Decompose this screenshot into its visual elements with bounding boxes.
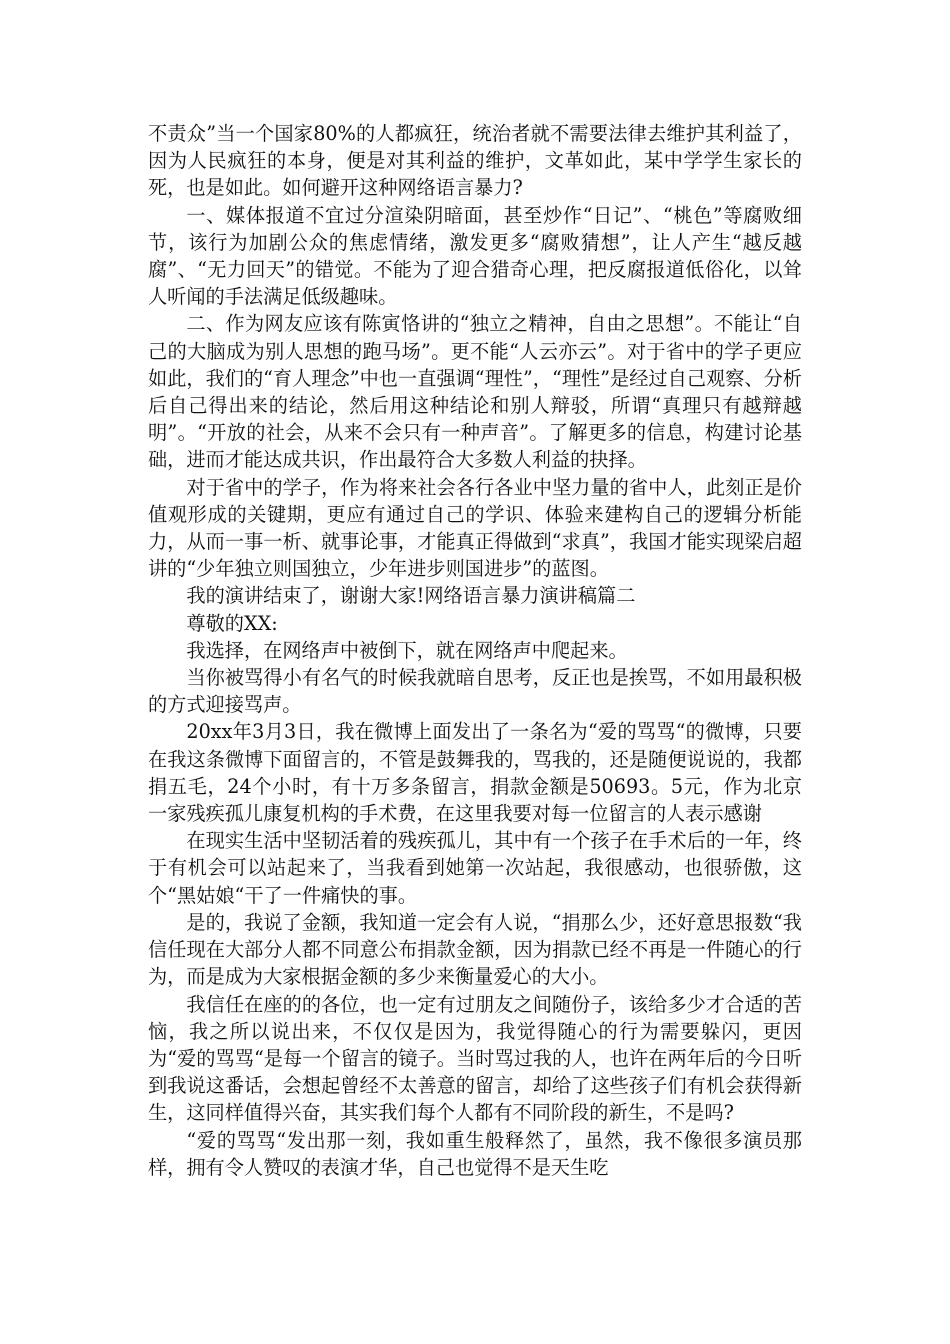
paragraph-11: 是的，我说了金额，我知道一定会有人说，“捐那么少，还好意思报数“我信任现在大部分人都不同意公布捐款金额，因为捐款已经不再是一件随心的行为，而是成为大家根据金额的多少来衡量爱心的大小。 [148,910,802,989]
paragraph-7: 我选择，在网络声中被倒下，就在网络声中爬起来。 [186,638,628,662]
paragraph-10: 在现实生活中坚韧活着的残疾孤儿，其中有一个孩子在手术后的一年，终于有机会可以站起来了，当我看到她第一次站起，我很感动，也很骄傲，这个“黑姑娘“干了一件痛快的事。 [148,829,802,907]
document-page [148,120,802,1181]
paragraph-13: “爱的骂骂“发出那一刻，我如重生般释然了，虽然，我不像很多演员那样，拥有令人赞叹的表演才华，自己也觉得不是天生吃 [148,1128,802,1179]
paragraph-3: 二、作为网友应该有陈寅恪讲的“独立之精神，自由之思想”。不能让“自己的大脑成为别人思想的跑马场”。更不能“人云亦云”。对于省中的学子更应如此，我们的“育人理念”中也一直强调“理性”，“理性”是经过自己观察、分析后自己得出来的结论，然后用这种结论和别人辩驳，所谓“真理只有越辩越明”。“开放的社会，从来不会只有一种声音”。了解更多的信息，构建讨论基础，进而才能达成共识，作出最符合大多数人利益的抉择。 [148,312,802,472]
paragraph-4: 对于省中的学子，作为将来社会各行各业中坚力量的省中人，此刻正是价值观形成的关键期，更应有通过自己的学识、体验来建构自己的逻辑分析能力，从而一事一析、就事论事，才能真正得做到“求真”，我国才能实现梁启超讲的“少年独立则国独立，少年进步则国进步”的蓝图。 [148,475,802,581]
paragraph-1: 不责众”当一个国家80%的人都疯狂，统治者就不需要法律去维护其利益了，因为人民疯狂的本身，便是对其利益的维护，文革如此，某中学学生家长的死，也是如此。如何避开这种网络语言暴力? [148,122,802,200]
paragraph-12: 我信任在座的的各位，也一定有过朋友之间随份子，该给多少才合适的苦恼，我之所以说出来，不仅仅是因为，我觉得随心的行为需要躲闪，更因为“爱的骂骂“是每一个留言的镜子。当时骂过我的人，也许在两年后的今日听到我说这番话，会想起曾经不太善意的留言，却给了这些孩子们有机会获得新生，这同样值得兴奋，其实我们每个人都有不同阶段的新生，不是吗? [148,992,802,1125]
paragraph-5: 我的演讲结束了，谢谢大家!网络语言暴力演讲稿篇二 [186,584,636,608]
paragraph-9: 20xx年3月3日，我在微博上面发出了一条名为“爱的骂骂“的微博，只要在我这条微博下面留言的，不管是鼓舞我的，骂我的，还是随便说说的，我都捐五毛，24个小时，有十万多条留言，捐款金额是50693。5元，作为北京一家残疾孤儿康复机构的手术费，在这里我要对每一位留言的人表示感谢 [148,720,802,826]
paragraph-2: 一、媒体报道不宜过分渲染阴暗面，甚至炒作“日记”、“桃色”等腐败细节，该行为加剧公众的焦虑情绪，激发更多“腐败猜想”，让人产生“越反越腐”、“无力回天”的错觉。不能为了迎合猎奇心理，把反腐报道低俗化，以耸人听闻的手法满足低级趣味。 [148,203,802,309]
paragraph-8: 当你被骂得小有名气的时候我就暗自思考，反正也是挨骂，不如用最积极的方式迎接骂声。 [148,666,802,717]
salutation: 尊敬的XX: [186,611,278,635]
